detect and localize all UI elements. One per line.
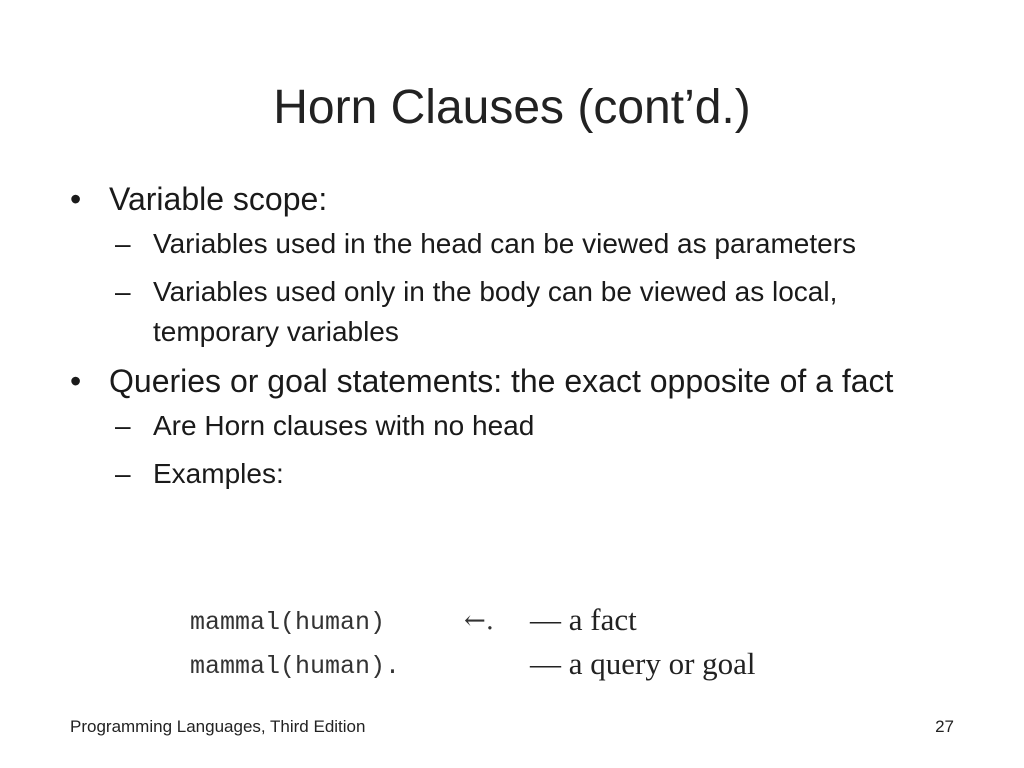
slide-content xyxy=(70,178,960,502)
bullet-queries xyxy=(70,360,960,402)
dash-marker: – xyxy=(115,228,131,259)
bullet-variable-scope xyxy=(70,178,960,220)
dash-marker: – xyxy=(115,276,131,307)
example-code: mammal(human). xyxy=(190,652,401,681)
sub-bullet-body-local xyxy=(109,272,960,352)
dash-marker: – xyxy=(115,458,131,489)
bullet-text: Variable scope: xyxy=(109,181,328,217)
dash-marker: – xyxy=(115,410,131,441)
footer-book-title: Programming Languages, Third Edition xyxy=(70,717,366,736)
slide-title: Horn Clauses (cont’d.) xyxy=(273,81,751,134)
example-arrow: ←. xyxy=(464,606,495,636)
sub-bullet-head-parameters xyxy=(109,224,960,264)
sub-bullet-text: Examples: xyxy=(153,458,284,489)
example-query xyxy=(190,646,830,690)
example-note: — a fact xyxy=(530,602,637,637)
footer-page-number: 27 xyxy=(935,717,954,736)
example-clauses xyxy=(190,602,830,690)
bullet-text: Queries or goal statements: the exact opposite of a fact xyxy=(109,363,894,399)
bullet-marker: • xyxy=(70,181,82,217)
example-note: — a query or goal xyxy=(530,646,756,681)
sub-bullet-no-head xyxy=(109,406,960,446)
bullet-marker: • xyxy=(70,363,82,399)
sub-bullet-text: Variables used only in the body can be viewed as local, temporary variables xyxy=(153,276,838,347)
example-fact xyxy=(190,602,830,646)
example-code: mammal(human) xyxy=(190,608,386,637)
sub-bullet-text: Are Horn clauses with no head xyxy=(153,410,535,441)
sub-bullet-text: Variables used in the head can be viewed as parameters xyxy=(153,228,857,259)
sub-bullet-examples xyxy=(109,454,960,494)
